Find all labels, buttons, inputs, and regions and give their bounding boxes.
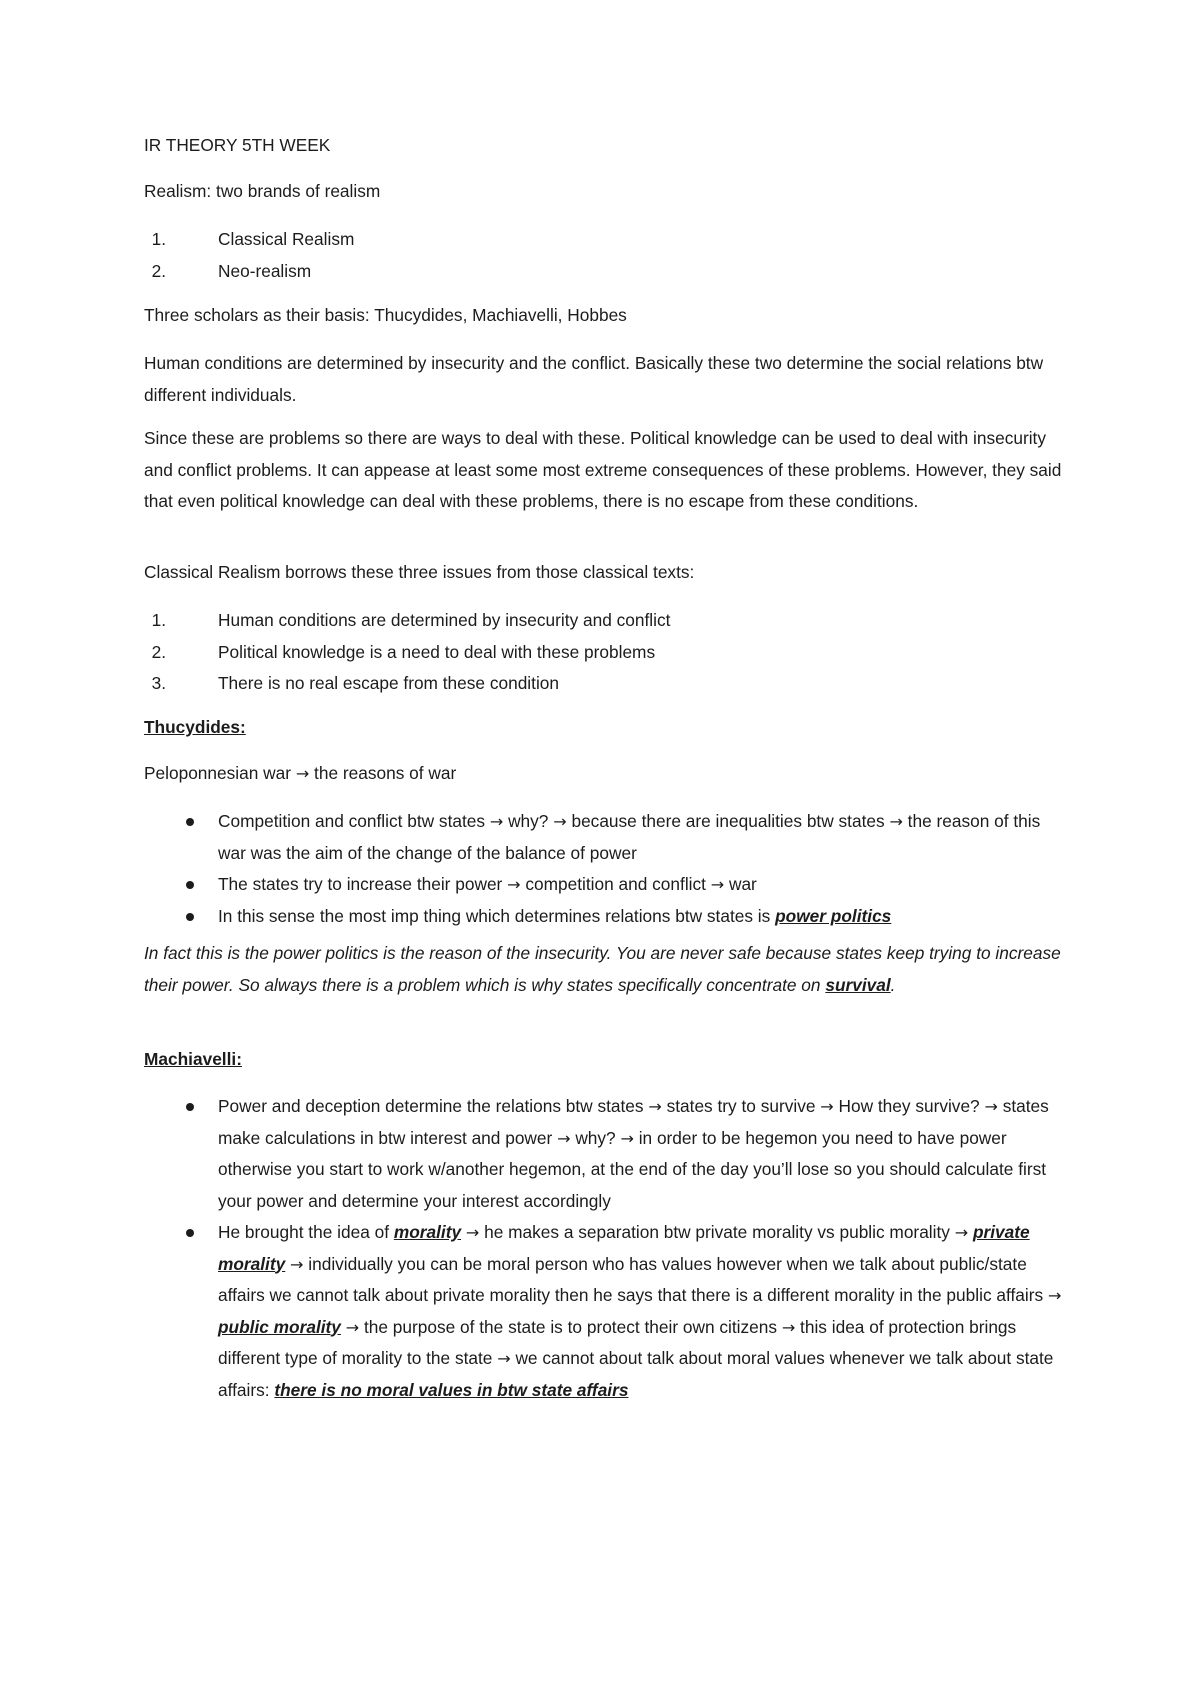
list-item: 2. Neo-realism: [151, 260, 312, 281]
arrow-icon: →: [497, 1349, 511, 1368]
list-item: He brought the idea of morality → he makes a separation btw private morality vs public morality → private morality → individually you can be moral person who has values however when we talk about public/state affairs we cannot talk about private morality then he says that there is a different morality in the public affairs → public morality → the purpose of the state is to protect their own citizens → this idea of protection brings different type of morality to the state → we cannot about talk about moral values whenever we talk about state affairs: there is no moral values in btw state affairs: [144, 1217, 1064, 1406]
bullet-icon: [186, 913, 194, 921]
list-item: Power and deception determine the relations btw states → states try to survive → How they survive? → states make calculations in btw interest and power → why? → in order to be hegemon you need to have power otherwise you start to work w/another hegemon, at the end of the day you’ll lose so you should calculate first your power and determine your interest accordingly: [144, 1091, 1064, 1217]
scholars-line: Three scholars as their basis: Thucydides, Machiavelli, Hobbes: [144, 305, 627, 325]
arrow-icon: →: [553, 812, 567, 831]
machiavelli-bullets: [144, 1091, 1064, 1406]
arrow-icon: →: [820, 1097, 834, 1116]
list-item: The states try to increase their power → competition and conflict → war: [144, 869, 1064, 901]
arrow-icon: →: [507, 875, 521, 894]
emphasis-power-politics: power politics: [775, 905, 892, 926]
list-item: Competition and conflict btw states → why? → because there are inequalities btw states → the reason of this war was the aim of the change of the balance of power: [144, 806, 1064, 869]
arrow-icon: →: [781, 1317, 796, 1337]
heading-machiavelli: Machiavelli:: [144, 1049, 242, 1069]
brands-list: [144, 224, 1064, 287]
list-item: In this sense the most imp thing which determines relations btw states is power politics: [144, 901, 1064, 933]
arrow-icon: →: [889, 812, 903, 831]
arrow-icon: →: [489, 812, 504, 831]
arrow-icon: →: [290, 1254, 304, 1274]
bullet-icon: [186, 818, 194, 826]
peloponnesian-war-line: Peloponnesian war → the reasons of war: [144, 763, 457, 783]
emphasis-public-morality: public morality: [218, 1316, 341, 1337]
arrow-icon: →: [465, 1223, 480, 1242]
heading-thucydides: Thucydides:: [144, 717, 246, 737]
paragraph-human-conditions: Human conditions are determined by insecurity and the conflict. Basically these two determine the social relations btw different individuals.: [144, 353, 1044, 405]
bullet-icon: [186, 1229, 194, 1237]
intro-line: Realism: two brands of realism: [144, 181, 381, 201]
classical-realism-intro: Classical Realism borrows these three issues from those classical texts:: [144, 562, 695, 582]
list-item: 2. Political knowledge is a need to deal with these problems: [151, 641, 656, 662]
list-item: 1. Human conditions are determined by insecurity and conflict: [151, 610, 671, 630]
issues-list: [144, 605, 1064, 700]
emphasis-morality: morality: [393, 1222, 462, 1242]
arrow-icon: →: [954, 1223, 969, 1242]
arrow-icon: →: [710, 875, 725, 894]
paragraph-problems: Since these are problems so there are ways to deal with these. Political knowledge can be used to deal with insecurity and conflict problems. It can appease at least some most extreme consequences of these problems. However, they said that even political knowledge can deal with these problems, there is no escape from these conditions.: [144, 428, 1062, 511]
emphasis-no-moral-values: there is no moral values in btw state affairs: [274, 1379, 629, 1400]
arrow-icon: →: [984, 1097, 998, 1116]
list-item: 3. There is no real escape from these condition: [151, 673, 560, 693]
arrow-icon: →: [345, 1317, 360, 1337]
emphasis-private-morality: private morality: [218, 1222, 1030, 1274]
thucydides-bullets: [144, 806, 1064, 932]
arrow-icon: →: [648, 1097, 662, 1116]
arrow-icon: →: [1047, 1286, 1062, 1305]
bullet-icon: [186, 1103, 194, 1111]
arrow-icon: →: [620, 1128, 634, 1148]
arrow-icon: →: [557, 1128, 571, 1148]
list-item: 1. Classical Realism: [151, 229, 355, 249]
document-title: IR THEORY 5TH WEEK: [144, 135, 331, 155]
arrow-icon: →: [295, 764, 310, 783]
emphasis-survival: survival: [825, 974, 891, 995]
italic-note-insecurity: In fact this is the power politics is the reason of the insecurity. You are never safe because states keep trying to increase their power. So always there is a problem which is why states specifically concentrate on survival.: [144, 943, 1061, 995]
bullet-icon: [186, 881, 194, 889]
